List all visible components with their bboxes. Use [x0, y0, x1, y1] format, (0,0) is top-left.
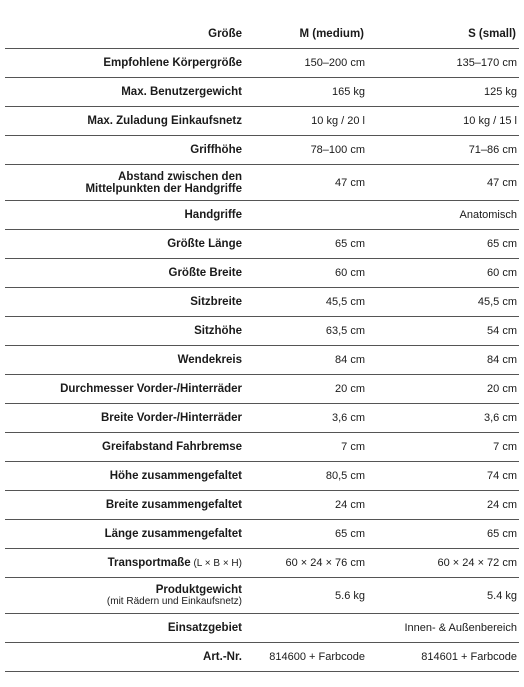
table-row [5, 201, 519, 230]
table-row [5, 165, 519, 201]
table-row [5, 614, 519, 643]
row-label [5, 549, 245, 578]
header-label: Größe [5, 20, 245, 49]
value-m: 65 cm [245, 520, 367, 549]
value-s: 20 cm [367, 375, 519, 404]
value-m [245, 201, 367, 230]
table-row [5, 462, 519, 491]
table-row [5, 578, 519, 614]
value-m: 63,5 cm [245, 317, 367, 346]
row-label: Breite Vorder-/Hinterräder [5, 404, 245, 433]
value-s: 60 × 24 × 72 cm [367, 549, 519, 578]
row-label-line1: Abstand zwischen den [118, 170, 242, 183]
value-m: 80,5 cm [245, 462, 367, 491]
value-m: 78–100 cm [245, 136, 367, 165]
row-label: Empfohlene Körpergröße [5, 49, 245, 78]
header-size-m: M (medium) [245, 20, 367, 49]
row-label: Greifabstand Fahrbremse [5, 433, 245, 462]
row-label: Max. Zuladung Einkaufsnetz [5, 107, 245, 136]
table-row [5, 259, 519, 288]
table-row [5, 78, 519, 107]
table-row [5, 491, 519, 520]
value-s: 47 cm [367, 165, 519, 201]
row-label: Griffhöhe [5, 136, 245, 165]
row-label: Max. Benutzergewicht [5, 78, 245, 107]
value-s: 125 kg [367, 78, 519, 107]
value-s: Innen- & Außenbereich [367, 614, 519, 643]
table-row [5, 136, 519, 165]
value-m: 10 kg / 20 l [245, 107, 367, 136]
row-label: Handgriffe [5, 201, 245, 230]
header-size-s: S (small) [367, 20, 519, 49]
value-s: 3,6 cm [367, 404, 519, 433]
value-m: 7 cm [245, 433, 367, 462]
row-label-main: Transportmaße [107, 556, 191, 569]
value-s: 814601 + Farbcode [367, 643, 519, 672]
row-label: Größte Länge [5, 230, 245, 259]
row-label [5, 165, 245, 201]
value-m: 814600 + Farbcode [245, 643, 367, 672]
value-m: 20 cm [245, 375, 367, 404]
row-label: Länge zusammengefaltet [5, 520, 245, 549]
value-m [245, 614, 367, 643]
row-label: Größte Breite [5, 259, 245, 288]
row-label: Wendekreis [5, 346, 245, 375]
row-label: Durchmesser Vorder-/Hinterräder [5, 375, 245, 404]
value-m: 24 cm [245, 491, 367, 520]
value-s: 65 cm [367, 230, 519, 259]
row-label: Sitzbreite [5, 288, 245, 317]
row-label: Sitzhöhe [5, 317, 245, 346]
value-s: 60 cm [367, 259, 519, 288]
table-row [5, 433, 519, 462]
row-label: Art.-Nr. [5, 643, 245, 672]
row-label-sub: (L × B × H) [190, 557, 242, 569]
spec-table [5, 20, 519, 672]
table-row [5, 520, 519, 549]
row-label-line1: Produktgewicht [155, 583, 242, 596]
value-m: 65 cm [245, 230, 367, 259]
value-m: 165 kg [245, 78, 367, 107]
value-s: 45,5 cm [367, 288, 519, 317]
value-m: 45,5 cm [245, 288, 367, 317]
value-m: 60 × 24 × 76 cm [245, 549, 367, 578]
value-s: 54 cm [367, 317, 519, 346]
value-s: Anatomisch [367, 201, 519, 230]
value-s: 135–170 cm [367, 49, 519, 78]
value-m: 150–200 cm [245, 49, 367, 78]
value-s: 7 cm [367, 433, 519, 462]
value-s: 71–86 cm [367, 136, 519, 165]
table-row [5, 346, 519, 375]
value-m: 47 cm [245, 165, 367, 201]
table-row [5, 288, 519, 317]
value-m: 84 cm [245, 346, 367, 375]
table-row [5, 317, 519, 346]
row-label: Einsatzgebiet [5, 614, 245, 643]
value-s: 10 kg / 15 l [367, 107, 519, 136]
value-m: 5.6 kg [245, 578, 367, 614]
table-row [5, 643, 519, 672]
value-s: 74 cm [367, 462, 519, 491]
value-s: 24 cm [367, 491, 519, 520]
value-m: 60 cm [245, 259, 367, 288]
row-label-line2: Mittelpunkten der Handgriffe [85, 182, 242, 195]
row-label [5, 578, 245, 614]
value-s: 5.4 kg [367, 578, 519, 614]
header-row [5, 20, 519, 49]
table-row [5, 549, 519, 578]
row-label: Breite zusammengefaltet [5, 491, 245, 520]
value-m: 3,6 cm [245, 404, 367, 433]
table-row [5, 404, 519, 433]
value-s: 65 cm [367, 520, 519, 549]
value-s: 84 cm [367, 346, 519, 375]
table-row [5, 107, 519, 136]
row-label: Höhe zusammengefaltet [5, 462, 245, 491]
table-row [5, 49, 519, 78]
table-row [5, 230, 519, 259]
row-label-line2: (mit Rädern und Einkaufsnetz) [106, 595, 242, 607]
table-row [5, 375, 519, 404]
